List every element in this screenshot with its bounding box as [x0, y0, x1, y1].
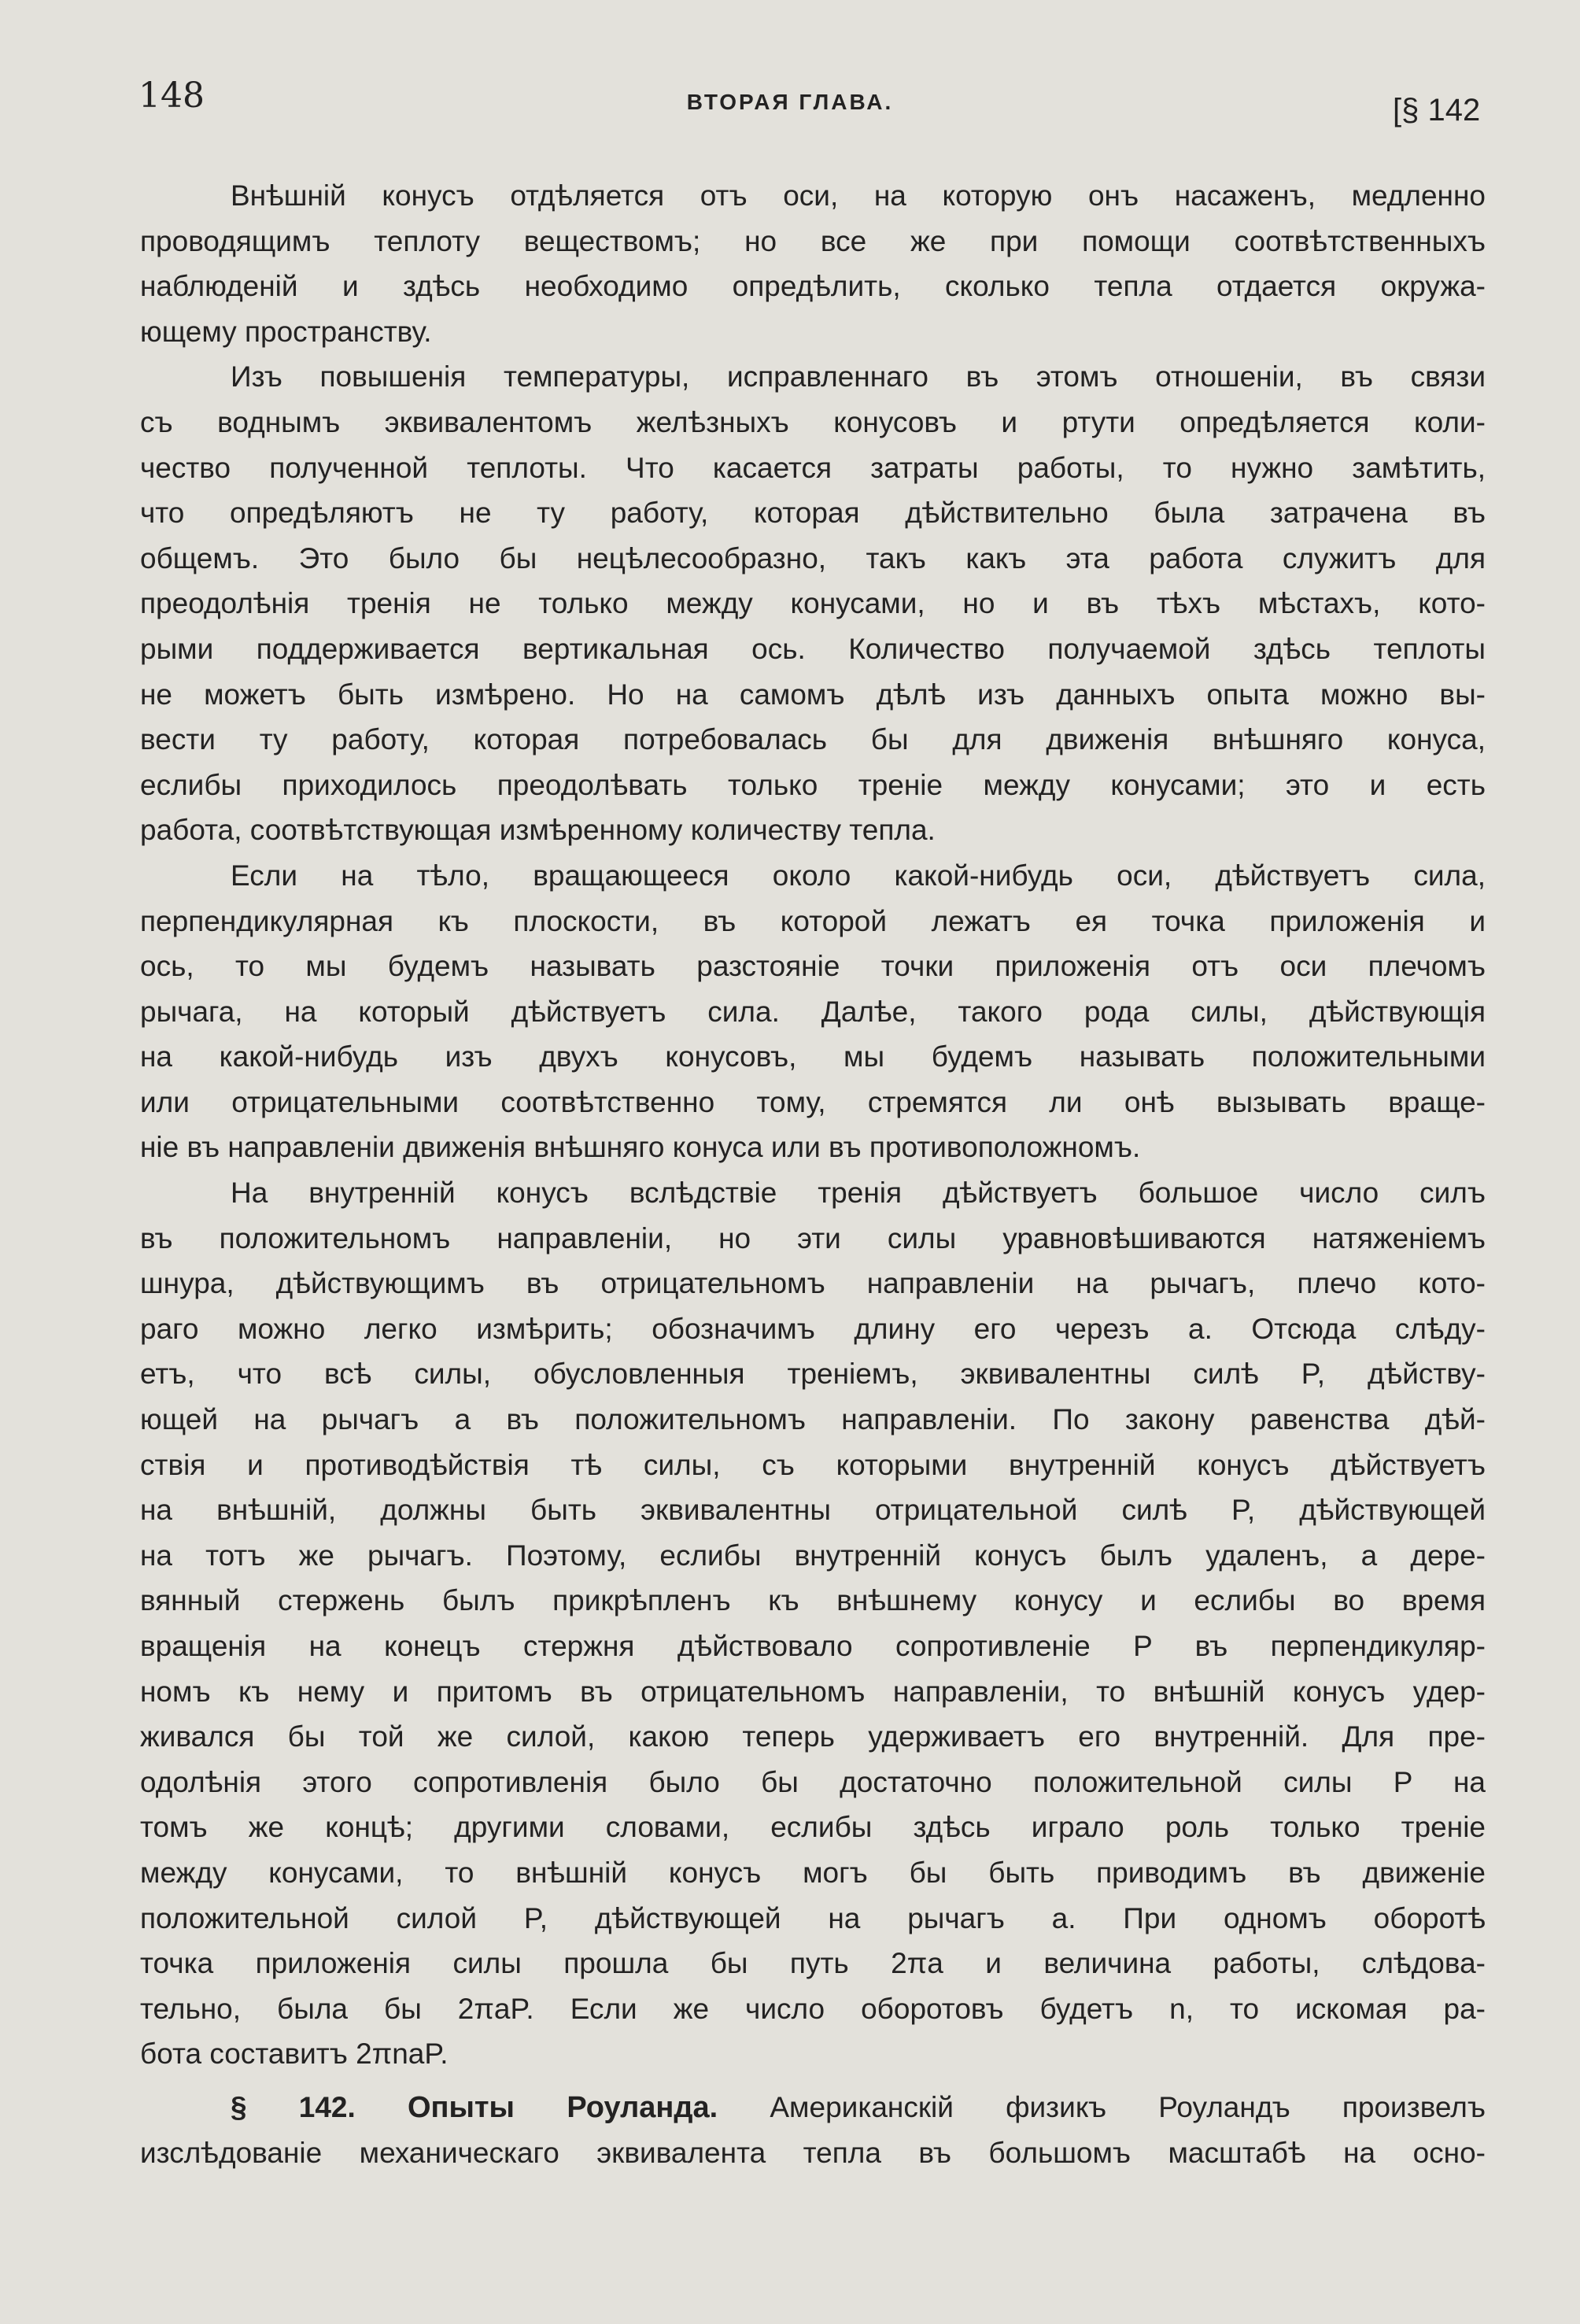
text-line: или отрицательными соотвѣтственно тому, стремятся ли онѣ вызывать враще-: [140, 1085, 1486, 1118]
text-line: Если на тѣло, вращающееся около какой-нибудь оси, дѣйствуетъ сила,: [231, 859, 1486, 892]
text-line: номъ къ нему и притомъ въ отрицательномъ направленіи, то внѣшній конусъ удер-: [140, 1675, 1486, 1708]
text-line: вращенія на конецъ стержня дѣйствовало сопротивленіе P въ перпендикуляр-: [140, 1630, 1486, 1662]
body-text: [140, 173, 1486, 2175]
section-142: [140, 2085, 1486, 2175]
paragraph-4: [140, 1170, 1486, 2077]
text-line: На внутренній конусъ вслѣдствіе тренія дѣйствуетъ большое число силъ: [231, 1177, 1486, 1210]
text-line: на внѣшній, должны быть эквивалентны отрицательной силѣ P, дѣйствующей: [140, 1494, 1486, 1527]
text-line: рыми поддерживается вертикальная ось. Количество получаемой здѣсь теплоты: [140, 632, 1486, 665]
text-line: что опредѣляютъ не ту работу, которая дѣйствительно была затрачена въ: [140, 497, 1486, 530]
section-title: Опыты Роуланда.: [407, 2090, 718, 2124]
paragraph-1: [140, 173, 1486, 354]
section-reference: [§ 142: [1393, 93, 1481, 127]
paragraph-2: [140, 354, 1486, 853]
text-line: раго можно легко измѣрить; обозначимъ длину его черезъ a. Отсюда слѣду-: [140, 1312, 1486, 1345]
text-line: шнура, дѣйствующимъ въ отрицательномъ направленіи на рычагъ, плечо кото-: [140, 1267, 1486, 1300]
text-line: ющему пространству.: [140, 315, 432, 348]
text-line: живался бы той же силой, какою теперь удерживаетъ его внутренній. Для пре-: [140, 1720, 1486, 1753]
text-line: ствія и противодѣйствія тѣ силы, съ которыми внутренній конусъ дѣйствуетъ: [140, 1448, 1486, 1481]
text-line: работа, соотвѣтствующая измѣренному количеству тепла.: [140, 814, 936, 847]
text-line: чество полученной теплоты. Что касается затраты работы, то нужно замѣтить,: [140, 451, 1486, 484]
text-line: ющей на рычагъ a въ положительномъ направленіи. По закону равенства дѣй-: [140, 1403, 1486, 1436]
section-text: Американскій физикъ Роуландъ произвелъ: [770, 2090, 1486, 2123]
text-line: Изъ повышенія температуры, исправленнаго въ этомъ отношеніи, въ связи: [231, 360, 1486, 393]
text-line: въ положительномъ направленіи, но эти силы уравновѣшиваются натяженіемъ: [140, 1221, 1486, 1254]
text-line: бота составитъ 2πnaP.: [140, 2038, 449, 2071]
text-line: тельно, была бы 2πaP. Если же число оборотовъ будетъ n, то искомая ра-: [140, 1992, 1486, 2025]
text-line: томъ же концѣ; другими словами, еслибы здѣсь играло роль только треніе: [140, 1811, 1486, 1844]
text-line: не можетъ быть измѣрено. Но на самомъ дѣлѣ изъ данныхъ опыта можно вы-: [140, 678, 1486, 711]
text-line: одолѣнія этого сопротивленія было бы достаточно положительной силы P на: [140, 1765, 1486, 1798]
text-line: ніе въ направленіи движенія внѣшняго конуса или въ противоположномъ.: [140, 1131, 1141, 1164]
text-line: рычага, на который дѣйствуетъ сила. Далѣе, такого рода силы, дѣйствующія: [140, 995, 1486, 1028]
text-line: наблюденій и здѣсь необходимо опредѣлить, сколько тепла отдается окружа-: [140, 270, 1486, 303]
text-line: между конусами, то внѣшній конусъ могъ бы быть приводимъ въ движеніе: [140, 1856, 1486, 1889]
paragraph-3: [140, 853, 1486, 1170]
text-line: вянный стержень былъ прикрѣпленъ къ внѣшнему конусу и еслибы во время: [140, 1584, 1486, 1617]
text-line: съ воднымъ эквивалентомъ желѣзныхъ конусовъ и ртути опредѣляется коли-: [140, 405, 1486, 438]
text-line: на тотъ же рычагъ. Поэтому, еслибы внутренній конусъ былъ удаленъ, а дере-: [140, 1539, 1486, 1572]
text-line: общемъ. Это было бы нецѣлесообразно, такъ какъ эта работа служитъ для: [140, 541, 1486, 575]
text-line: ось, то мы будемъ называть разстояніе точки приложенія отъ оси плечомъ: [140, 950, 1486, 983]
text-line: проводящимъ теплоту веществомъ; но все же при помощи соотвѣтственныхъ: [140, 224, 1486, 257]
text-line: еслибы приходилось преодолѣвать только треніе между конусами; это и есть: [140, 768, 1486, 801]
section-heading-line: [140, 2085, 1486, 2130]
section-number: § 142.: [231, 2090, 356, 2123]
page-header: [0, 0, 1580, 157]
running-title: ВТОРАЯ ГЛАВА.: [686, 90, 894, 114]
text-line: на какой-нибудь изъ двухъ конусовъ, мы будемъ называть положительными: [140, 1040, 1486, 1073]
text-line: преодолѣнія тренія не только между конусами, но и въ тѣхъ мѣстахъ, кото-: [140, 587, 1486, 620]
text-line: Внѣшній конусъ отдѣляется отъ оси, на которую онъ насаженъ, медленно: [231, 179, 1486, 212]
text-line: перпендикулярная къ плоскости, въ которой лежатъ ея точка приложенія и: [140, 904, 1486, 937]
page-number: 148: [138, 76, 205, 116]
text-line: етъ, что всѣ силы, обусловленныя треніемъ, эквивалентны силѣ P, дѣйству-: [140, 1358, 1486, 1391]
text-line: точка приложенія силы прошла бы путь 2πa и величина работы, слѣдова-: [140, 1947, 1486, 1980]
text-line: положительной силой P, дѣйствующей на рычагъ a. При одномъ оборотѣ: [140, 1901, 1486, 1934]
text-line: вести ту работу, которая потребовалась бы для движенія внѣшняго конуса,: [140, 723, 1486, 756]
text-line: изслѣдованіе механическаго эквивалента тепла въ большомъ масштабѣ на осно-: [140, 2136, 1486, 2169]
